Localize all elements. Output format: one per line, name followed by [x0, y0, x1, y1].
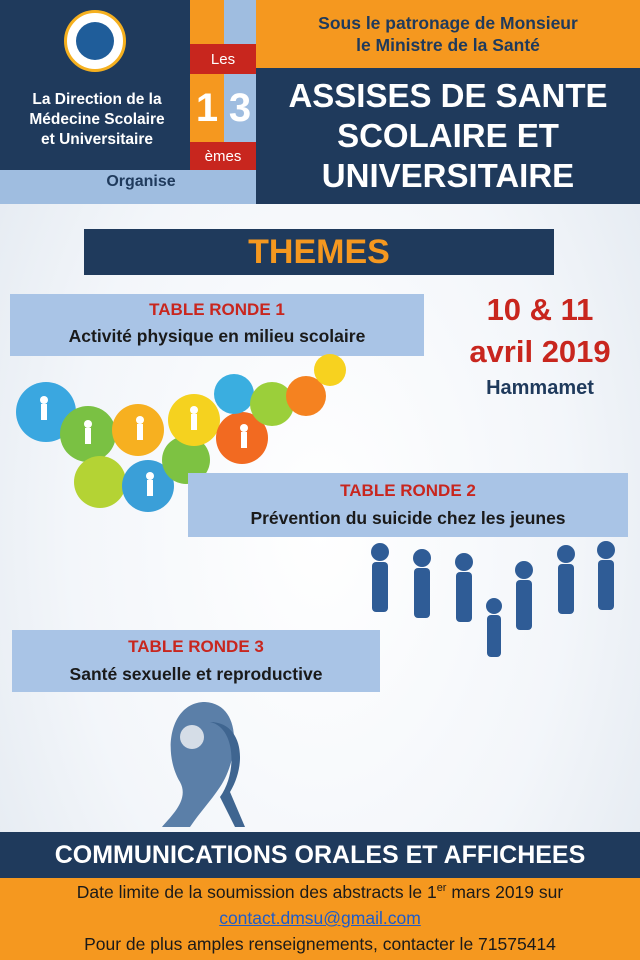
table-ronde-2	[188, 473, 628, 537]
table-ronde-3-title: TABLE RONDE 3	[128, 637, 264, 656]
table-ronde-1	[10, 294, 424, 356]
edition-les: Les	[190, 44, 256, 74]
deadline-sup: er	[436, 882, 447, 895]
info-phone-line: Pour de plus amples renseignements, contacter le 71575414	[84, 934, 556, 954]
table-ronde-2-title: TABLE RONDE 2	[340, 481, 476, 500]
footer-info	[0, 878, 640, 960]
deadline-line	[0, 882, 640, 903]
title-line-1: ASSISES DE SANTE	[288, 77, 608, 114]
deadline-prefix: Date limite de la soumission des abstracts le 1	[76, 882, 437, 902]
table-ronde-1-subject: Activité physique en milieu scolaire	[68, 326, 366, 346]
deadline-suffix: mars 2019 sur	[446, 882, 564, 902]
event-city: Hammamet	[486, 377, 594, 399]
embrace-sculpture-icon	[150, 692, 260, 832]
organizer-line-3: et Universitaire	[41, 131, 153, 148]
edition-digit-2: 3	[228, 85, 252, 130]
organizer-name	[8, 90, 186, 150]
contact-email-link[interactable]: contact.dmsu@gmail.com	[219, 908, 421, 928]
title-line-2: SCOLAIRE ET	[337, 117, 559, 154]
table-ronde-3	[12, 630, 380, 692]
ministry-logo-icon	[64, 10, 126, 72]
event-title	[256, 68, 640, 204]
patronage-line-1: Sous le patronage de Monsieur	[318, 13, 578, 33]
communications-banner: COMMUNICATIONS ORALES ET AFFICHEES	[0, 832, 640, 878]
edition-emes: èmes	[190, 142, 256, 170]
table-ronde-2-subject: Prévention du suicide chez les jeunes	[250, 508, 566, 528]
themes-heading: THEMES	[84, 229, 554, 275]
title-line-3: UNIVERSITAIRE	[321, 157, 575, 194]
organise-label: Organise	[106, 173, 176, 190]
patronage-banner	[256, 0, 640, 68]
patronage-line-2: le Ministre de la Santé	[356, 35, 540, 55]
edition-digit-1: 1	[195, 85, 219, 130]
organizer-line-1: La Direction de la	[32, 91, 162, 108]
table-ronde-1-title: TABLE RONDE 1	[149, 300, 285, 319]
table-ronde-3-subject: Santé sexuelle et reproductive	[69, 664, 323, 684]
organizer-line-2: Médecine Scolaire	[29, 111, 165, 128]
people-chain-icon	[360, 540, 630, 670]
event-month-year: avril 2019	[469, 334, 611, 369]
event-days: 10 & 11	[486, 292, 594, 327]
